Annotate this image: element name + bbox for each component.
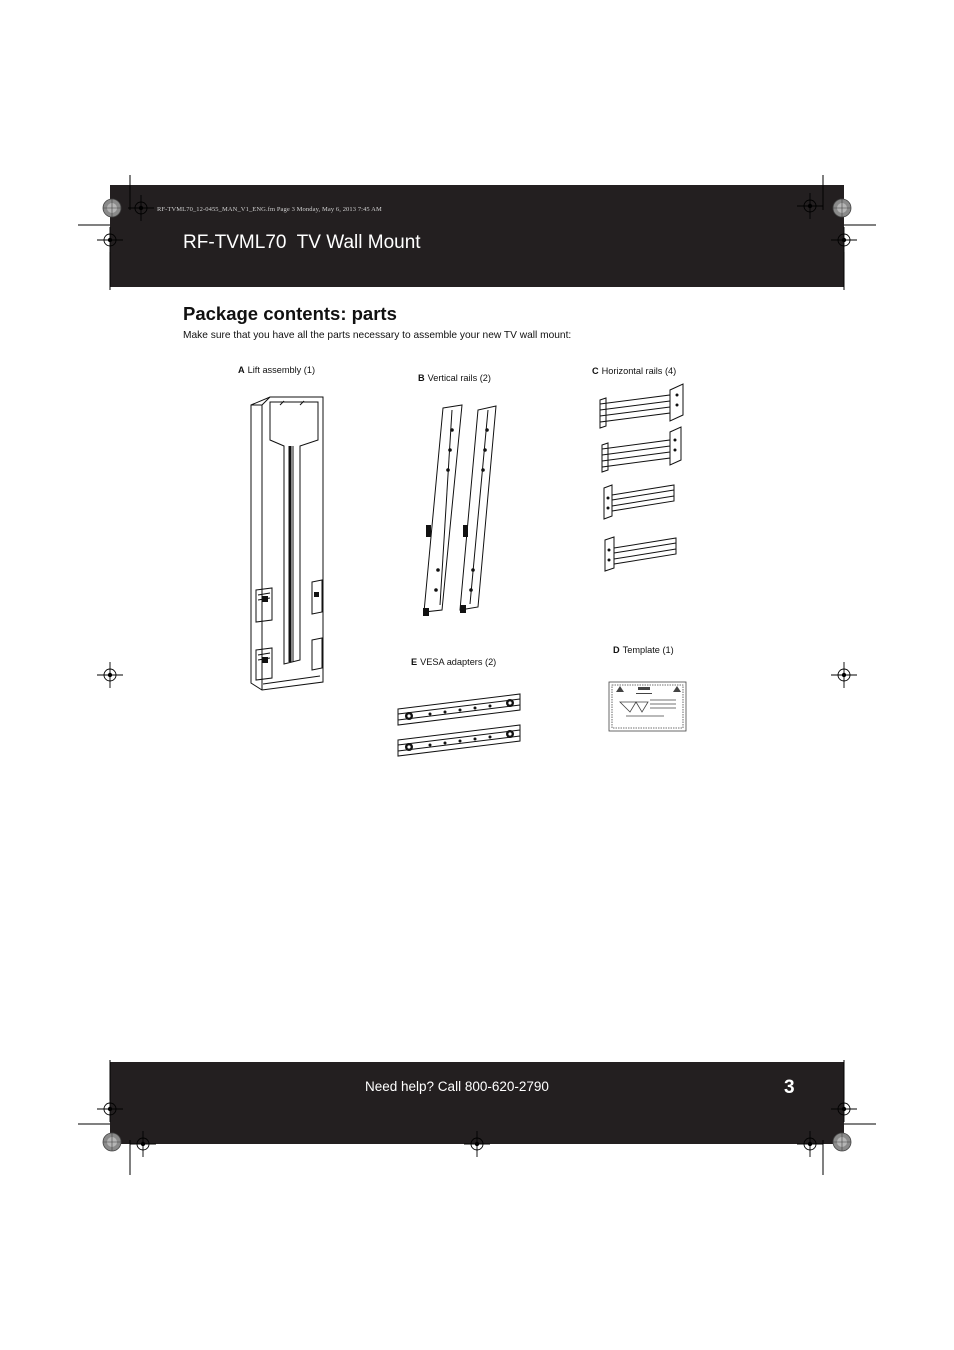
intro-text: Make sure that you have all the parts necessary to assemble your new TV wall mount: bbox=[183, 330, 572, 341]
page-number: 3 bbox=[784, 1077, 795, 1098]
part-b-name: Vertical rails (2) bbox=[427, 373, 491, 383]
file-slug-line: RF-TVML70_12-0455_MAN_V1_ENG.fm Page 3 Monday, May 6, 2013 7:45 AM bbox=[157, 206, 382, 213]
part-a-letter: A bbox=[238, 365, 245, 375]
part-a-name: Lift assembly (1) bbox=[247, 365, 316, 375]
part-c-letter: C bbox=[592, 366, 599, 376]
part-c-name: Horizontal rails (4) bbox=[601, 366, 677, 376]
document-title: RF-TVML70 TV Wall Mount bbox=[183, 232, 421, 253]
part-b-letter: B bbox=[418, 373, 425, 383]
help-phone-line: Need help? Call 800-620-2790 bbox=[365, 1079, 549, 1094]
part-e-name: VESA adapters (2) bbox=[420, 657, 497, 667]
part-e-letter: E bbox=[411, 657, 418, 667]
part-d-name: Template (1) bbox=[622, 645, 674, 655]
section-title: Package contents: parts bbox=[183, 303, 397, 324]
part-d-letter: D bbox=[613, 645, 620, 655]
